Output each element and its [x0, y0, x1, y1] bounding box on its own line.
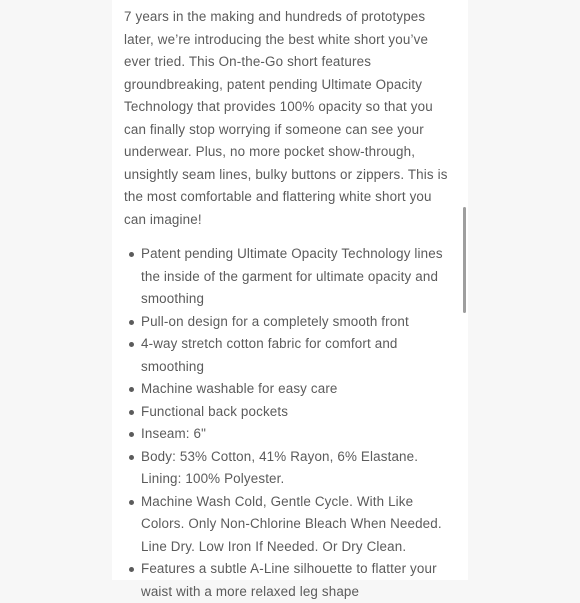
feature-item: Machine Wash Cold, Gentle Cycle. With Like Colors. Only Non-Chlorine Bleach When Needed. Line Dry. Low Iron If Needed. Or Dry Clean.	[141, 491, 456, 559]
feature-item: Functional back pockets	[141, 401, 456, 424]
product-description-text: 7 years in the making and hundreds of prototypes later, we’re introducing the best white short you’ve ever tried. This On-the-Go short features groundbreaking, patent pending Ultimate Opacity Technology that provides 100% opacity so that you can finally stop worrying if someone can see your underwear. Plus, no more pocket show-through, unsightly seam lines, bulky buttons or zippers. This is the most comfortable and flattering white short you can imagine!	[124, 9, 448, 227]
product-description-panel[interactable]	[112, 0, 468, 599]
feature-list	[124, 243, 456, 603]
feature-item: Features a subtle A-Line silhouette to flatter your waist with a more relaxed leg shape	[141, 558, 456, 603]
scrollbar-thumb[interactable]	[463, 207, 466, 313]
feature-item: Inseam: 6"	[141, 423, 456, 446]
feature-item: 4-way stretch cotton fabric for comfort and smoothing	[141, 333, 456, 378]
feature-item: Machine washable for easy care	[141, 378, 456, 401]
feature-item: Pull-on design for a completely smooth front	[141, 311, 456, 334]
feature-item: Body: 53% Cotton, 41% Rayon, 6% Elastane. Lining: 100% Polyester.	[141, 446, 456, 491]
product-description-content	[124, 6, 456, 603]
feature-item: Patent pending Ultimate Opacity Technology lines the inside of the garment for ultimate opacity and smoothing	[141, 243, 456, 311]
